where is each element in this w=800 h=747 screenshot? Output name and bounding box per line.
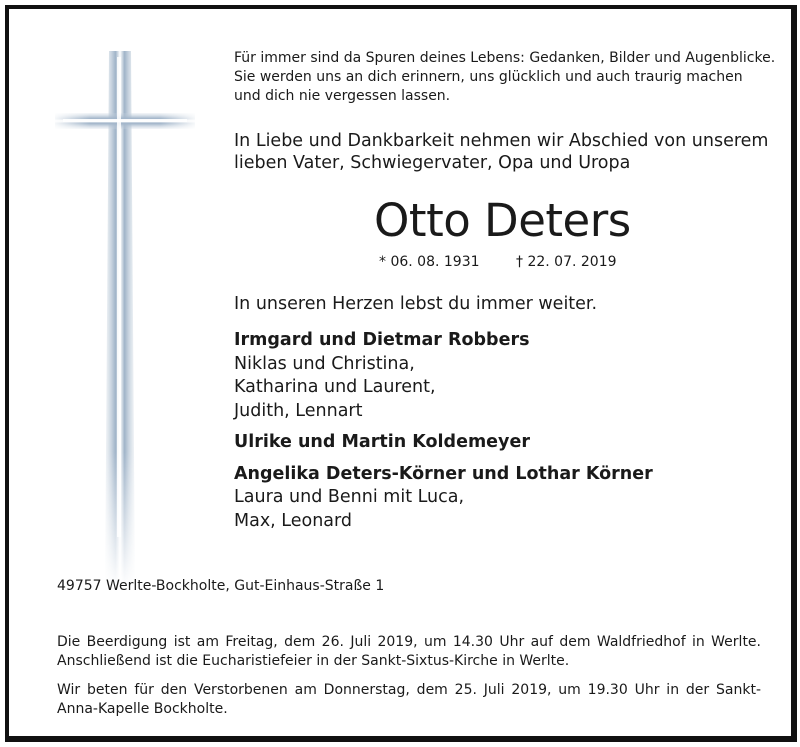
address-text: 49757 Werlte-Bockholte, Gut-Einhaus-Straße 1: [57, 578, 385, 594]
deceased-name: Otto Deters: [374, 194, 631, 247]
farewell-intro: [234, 130, 768, 174]
mourner-lead: Ulrike und Martin Koldemeyer: [234, 432, 530, 452]
intro-line: In Liebe und Dankbarkeit nehmen wir Abschied von unserem: [234, 131, 769, 151]
mourner-group: [234, 463, 653, 534]
funeral-notice: Die Beerdigung ist am Freitag, dem 26. Juli 2019, um 14.30 Uhr auf dem Waldfriedhof in Werlte. Anschließend ist die Eucharistiefeier in der Sankt-Sixtus-Kirche in Werlte.: [57, 634, 761, 669]
cross-icon: [55, 47, 195, 587]
poem-text: [234, 49, 775, 106]
prayer-notice: Wir beten für den Verstorbenen am Donnerstag, dem 25. Juli 2019, um 19.30 Uhr in der Sankt-Anna-Kapelle Bockholte.: [57, 682, 761, 717]
mourner-lead: Irmgard und Dietmar Robbers: [234, 330, 530, 350]
mourners-list: [234, 329, 653, 541]
intro-line: lieben Vater, Schwiegervater, Opa und Uropa: [234, 153, 631, 173]
mourner-member: Max, Leonard: [234, 510, 353, 531]
motto-text: In unseren Herzen lebst du immer weiter.: [234, 294, 598, 314]
mourner-member: Niklas und Christina,: [234, 353, 415, 374]
poem-line: und dich nie vergessen lassen.: [234, 88, 451, 104]
obituary-frame: [5, 5, 797, 742]
mourner-group: [234, 329, 653, 423]
mourner-group: [234, 431, 653, 455]
mourner-member: Laura und Benni mit Luca,: [234, 487, 465, 507]
mourner-member: Katharina und Laurent,: [234, 377, 436, 397]
death-date: † 22. 07. 2019: [516, 254, 617, 270]
birth-date: * 06. 08. 1931: [379, 254, 480, 270]
mourner-member: Judith, Lennart: [234, 400, 363, 421]
poem-line: Für immer sind da Spuren deines Lebens: Gedanken, Bilder und Augenblicke.: [234, 50, 776, 66]
mourner-lead: Angelika Deters-Körner und Lothar Körner: [234, 463, 653, 484]
poem-line: Sie werden uns an dich erinnern, uns glücklich und auch traurig machen: [234, 69, 743, 85]
